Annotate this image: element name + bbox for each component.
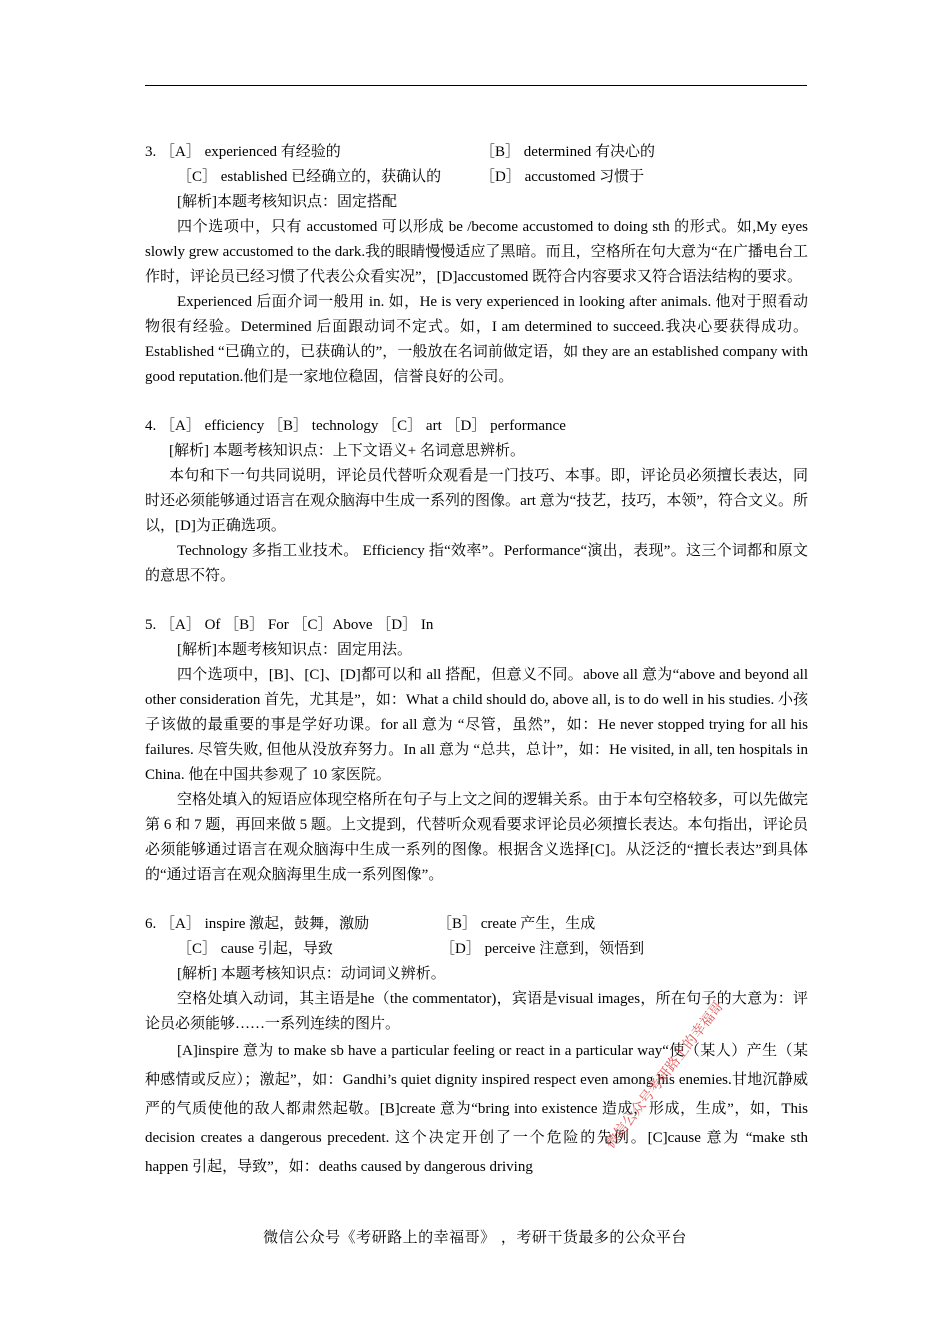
q5-analysis-label: [解析]本题考核知识点：固定用法。: [177, 642, 412, 658]
q4-paragraph-1: 本句和下一句共同说明，评论员代替听众观看是一门技巧、本事。即，评论员必须擅长表达，同时还必须能够通过语言在观众脑海中生成一系列的图像。art 意为“技艺，技巧，本领”，符合文义。所以，[D]为正确选项。: [145, 468, 808, 534]
q6-option-c: ［C］ cause 引起，导致: [177, 941, 333, 957]
q4-options: 4. ［A］ efficiency ［B］ technology ［C］ art ［D］ performance: [145, 418, 566, 434]
q5-paragraph-1: 四个选项中，[B]、[C]、[D]都可以和 all 搭配，但意义不同。above all 意为“above and beyond all other consideration 首先，尤其是”，如：What a child should do, above all, is to do well in his studies. 小孩子该做的最重要的事是学好功课。for all 意为 “尽管，虽然”，如：He never stopped trying for all his failures. 尽管失败, 但他从没放弃努力。In all 意为 “总共，总计”，如：He visited, in all, ten hospitals in China. 他在中国共参观了 10 家医院。: [145, 667, 808, 783]
q5-paragraph-2: 空格处填入的短语应体现空格所在句子与上文之间的逻辑关系。由于本句空格较多，可以先做完第 6 和 7 题，再回来做 5 题。上文提到，代替听众观看要求评论员必须擅长表达。本句指出，评论员必须能够通过语言在观众脑海中生成一系列的图像。根据含义选择[C]。从泛泛的“擅长表达”到具体的“通过语言在观众脑海里生成一系列图像”。: [145, 792, 808, 883]
q3-paragraph-1: 四个选项中，只有 accustomed 可以形成 be /become accustomed to doing sth 的形式。如,My eyes slowly grew accustomed to the dark.我的眼睛慢慢适应了黑暗。而且，空格所在句大意为“在广播电台工作时，评论员已经习惯了代表公众看实况”，[D]accustomed 既符合内容要求又符合语法结构的要求。: [145, 219, 808, 285]
q3-options-row-2: [145, 165, 808, 190]
q6-paragraph-2: [A]inspire 意为 to make sb have a particular feeling or react in a particular way“使（某人）产生（某种感情或反应）；激起”，如：Gandhi’s quiet dignity inspired respect even among his enemies.甘地沉静威严的气质使他的敌人都肃然起敬。[B]create 意为“bring into existence 造成，形成，生成”，如，This decision creates a dangerous precedent. 这个决定开创了一个危险的先例。[C]cause 意为 “make sth happen 引起，导致”，如：deaths caused by dangerous driving: [145, 1043, 808, 1175]
q3-option-d: ［D］ accustomed 习惯于: [480, 169, 645, 185]
page-footer: 微信公众号《考研路上的幸福哥》 ，考研干货最多的公众平台: [263, 1228, 687, 1246]
q6-option-a: 6. ［A］ inspire 激起，鼓舞，激励: [145, 916, 370, 932]
q3-option-a: 3. ［A］ experienced 有经验的: [145, 144, 341, 160]
watermark-stamp: 微信公众号考研路上的幸福哥: [602, 998, 728, 1152]
q6-analysis-label: [解析] 本题考核知识点：动词词义辨析。: [177, 966, 446, 982]
q6-options-row-1: [145, 912, 808, 937]
q3-options-row-1: [145, 140, 808, 165]
q6-option-b: ［B］ create 产生，生成: [437, 916, 596, 932]
q3-option-b: ［B］ determined 有决心的: [480, 144, 655, 160]
q4-paragraph-2: Technology 多指工业技术。 Efficiency 指“效率”。Performance“演出，表现”。这三个词都和原文的意思不符。: [145, 543, 808, 584]
q3-paragraph-2: Experienced 后面介词一般用 in. 如，He is very experienced in looking after animals. 他对于照看动物很有经验。Determined 后面跟动词不定式。如，I am determined to succeed.我决心要获得成功。Established “已确立的，已获确认的”，一般放在名词前做定语，如 they are an established company with good reputation.他们是一家地位稳固，信誉良好的公司。: [145, 294, 808, 385]
q3-option-c: ［C］ established 已经确立的，获确认的: [177, 169, 442, 185]
q5-options: 5. ［A］ Of ［B］ For ［C］Above ［D］ In: [145, 617, 434, 633]
q6-paragraph-1: 空格处填入动词，其主语是he（the commentator)，宾语是visual images，所在句子的大意为：评论员必须能够……一系列连续的图片。: [145, 991, 808, 1032]
q3-analysis-label: [解析]本题考核知识点：固定搭配: [177, 194, 397, 210]
q6-options-row-2: [145, 937, 808, 962]
q6-option-d: ［D］ perceive 注意到，领悟到: [440, 941, 645, 957]
q4-analysis-label: [解析] 本题考核知识点：上下文语义+ 名词意思辨析。: [169, 443, 525, 459]
header-rule: [145, 85, 807, 86]
